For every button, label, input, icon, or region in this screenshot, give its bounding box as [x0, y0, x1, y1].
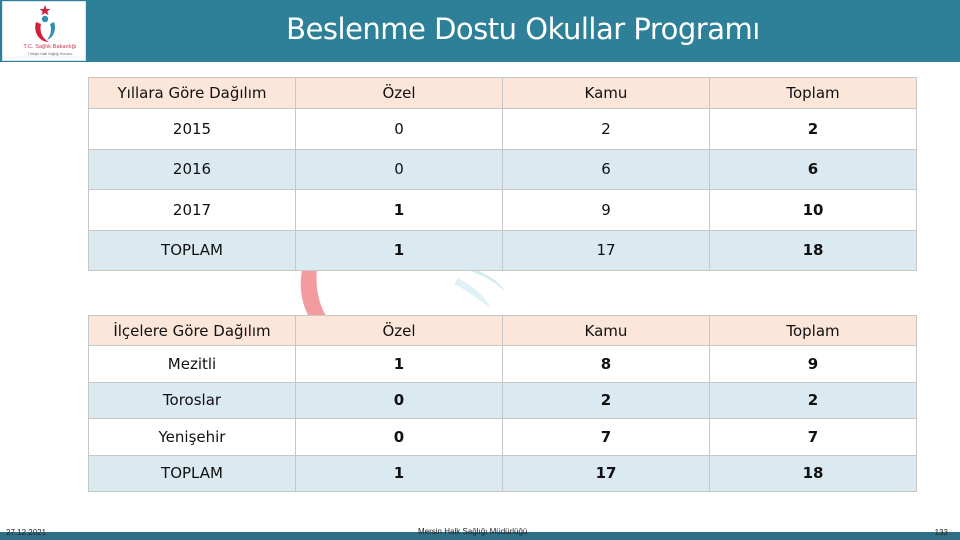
table-header-row	[89, 78, 917, 109]
watermark-logo-icon	[290, 262, 530, 322]
table-cell: 10	[710, 190, 917, 231]
header-cell: Toplam	[710, 316, 917, 346]
header-cell: Kamu	[503, 316, 710, 346]
table-cell: 9	[710, 346, 917, 383]
table-row	[89, 149, 917, 190]
logo-subtext: Türkiye Halk Sağlığı Kurumu	[27, 52, 73, 56]
header-cell: Yıllara Göre Dağılım	[89, 78, 296, 109]
table-cell: 1	[296, 230, 503, 271]
table-cell: 1	[296, 455, 503, 492]
table-cell: Mezitli	[89, 346, 296, 383]
table-cell: 8	[503, 346, 710, 383]
table-cell: 0	[296, 382, 503, 419]
table-cell: 2016	[89, 149, 296, 190]
table-cell: 18	[710, 230, 917, 271]
table-cell: 17	[503, 455, 710, 492]
table-cell: 2	[503, 382, 710, 419]
header-cell: Özel	[296, 78, 503, 109]
table-cell: 0	[296, 109, 503, 150]
footer-date: 27.12.2021	[6, 528, 47, 537]
table-cell: 2015	[89, 109, 296, 150]
header-cell: İlçelere Göre Dağılım	[89, 316, 296, 346]
footer-organization: Mersin Halk Sağlığı Müdürlüğü	[418, 527, 528, 536]
header-cell: Özel	[296, 316, 503, 346]
table-row	[89, 230, 917, 271]
table-cell: 1	[296, 346, 503, 383]
table-row	[89, 455, 917, 492]
table-cell: 6	[710, 149, 917, 190]
table-cell: 2017	[89, 190, 296, 231]
table-cell: 18	[710, 455, 917, 492]
table-cell: 2	[710, 382, 917, 419]
table-cell: TOPLAM	[89, 455, 296, 492]
table-cell: 0	[296, 149, 503, 190]
table-cell: TOPLAM	[89, 230, 296, 271]
table-row	[89, 109, 917, 150]
table-cell: 2	[503, 109, 710, 150]
table-cell: 17	[503, 230, 710, 271]
logo-text: T.C. Sağlık Bakanlığı	[23, 44, 77, 50]
header-cell: Kamu	[503, 78, 710, 109]
page-title: Beslenme Dostu Okullar Programı	[286, 12, 760, 46]
table-cell: Yenişehir	[89, 419, 296, 456]
table-cell: 1	[296, 190, 503, 231]
table-row	[89, 419, 917, 456]
table-cell: 9	[503, 190, 710, 231]
table-row	[89, 382, 917, 419]
table-cell: 2	[710, 109, 917, 150]
page-number: 133	[934, 528, 948, 537]
table-header-row	[89, 316, 917, 346]
table-cell: 7	[503, 419, 710, 456]
years-distribution-table	[88, 77, 917, 271]
header-cell: Toplam	[710, 78, 917, 109]
table-cell: Toroslar	[89, 382, 296, 419]
districts-distribution-table	[88, 315, 917, 492]
table-cell: 7	[710, 419, 917, 456]
table-row	[89, 190, 917, 231]
table-cell: 0	[296, 419, 503, 456]
table-row	[89, 346, 917, 383]
table-cell: 6	[503, 149, 710, 190]
